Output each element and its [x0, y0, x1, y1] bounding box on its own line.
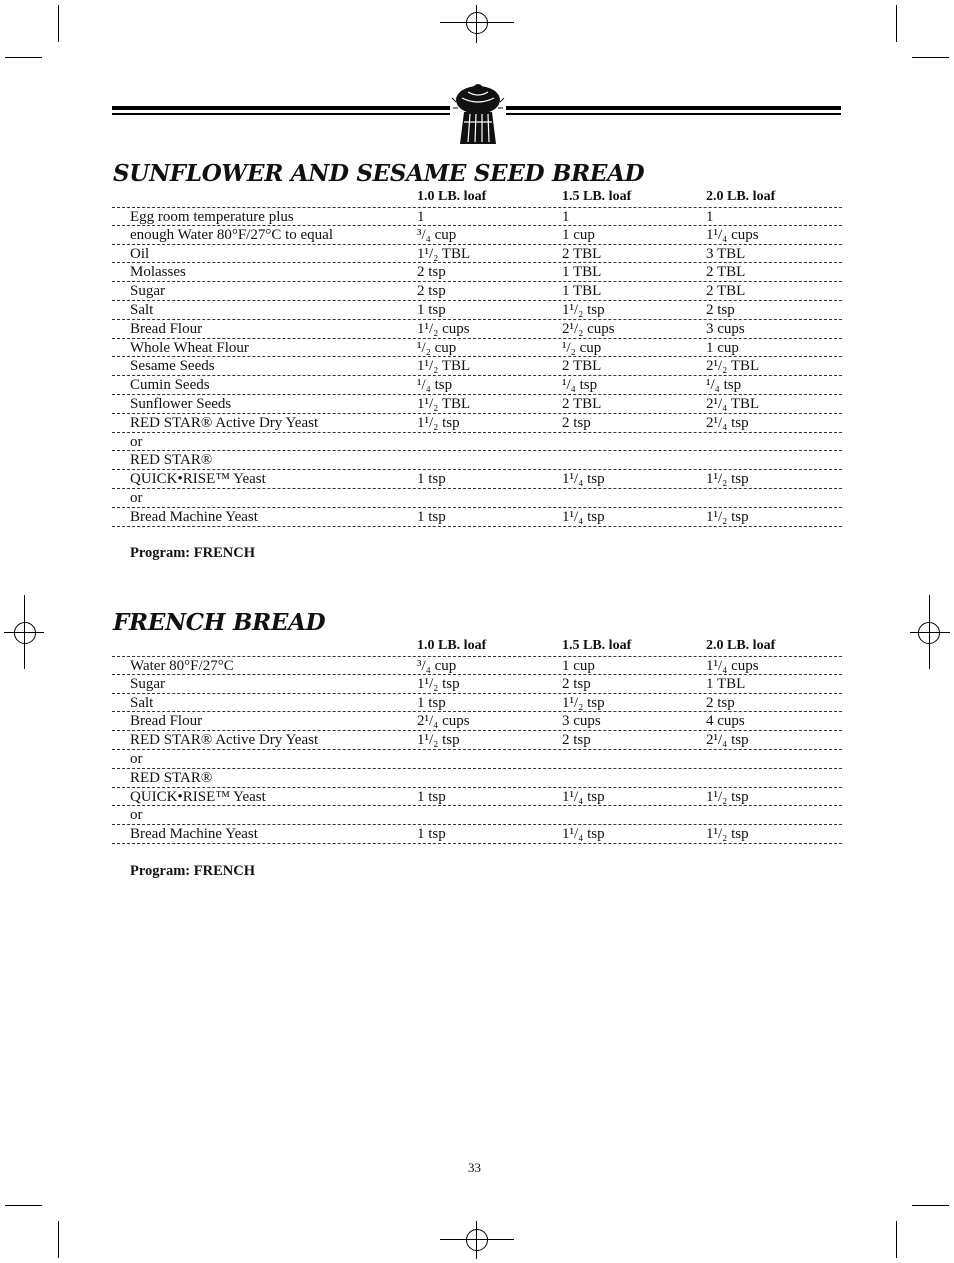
page-number: 33 [468, 1160, 481, 1175]
ingredient-amount: 1¹/₂ tsp [562, 694, 605, 711]
table-row [112, 433, 842, 452]
program-label: Program: FRENCH [130, 863, 255, 879]
table-row [112, 245, 842, 264]
ingredient-amount: 1 [417, 209, 425, 225]
crop-mark [58, 5, 59, 42]
ingredient-name: Sunflower Seeds [130, 396, 232, 412]
crop-mark [5, 57, 42, 58]
ingredient-name: or [130, 751, 143, 767]
ingredient-name: Egg room temperature plus [130, 209, 294, 225]
ingredient-amount: 1 cup [562, 658, 595, 674]
ingredient-amount: 1¹/₂ TBL [417, 396, 471, 412]
ingredient-amount: 1¹/₂ tsp [562, 302, 605, 318]
crop-mark [5, 1205, 42, 1206]
wheat-sheaf-icon [450, 84, 506, 146]
column-header: 1.5 LB. loaf [562, 189, 632, 204]
table-row [112, 451, 842, 470]
ingredient-name: Sugar [130, 283, 165, 300]
ingredient-name: RED STAR® Active Dry Yeast [130, 732, 319, 749]
ingredient-amount: ³/₄ cup [417, 658, 457, 674]
ingredient-amount: 4 cups [706, 713, 745, 730]
ingredient-name: Sugar [130, 675, 165, 692]
ingredient-amount: 1¹/₂ tsp [417, 675, 460, 692]
ingredient-amount: 2¹/₄ cups [417, 713, 470, 730]
column-header: 1.0 LB. loaf [417, 638, 487, 653]
ingredient-amount: 1¹/₄ tsp [562, 508, 605, 525]
table-row [112, 788, 842, 807]
ingredient-amount: 3 TBL [706, 245, 746, 262]
table-row [112, 731, 842, 750]
ingredient-name: RED STAR® Active Dry Yeast [130, 414, 319, 431]
ingredient-amount: ¹/₄ tsp [562, 377, 598, 394]
ingredient-amount: 1¹/₂ tsp [706, 471, 749, 488]
ingredient-name: or [130, 807, 143, 824]
ingredient-amount: 1 [706, 209, 714, 225]
table-row [112, 414, 842, 433]
ingredient-amount: 2¹/₄ tsp [706, 732, 749, 749]
ingredient-amount: 1¹/₄ cups [706, 226, 759, 243]
ingredient-name: Salt [130, 302, 154, 318]
program-label: Program: FRENCH [130, 545, 255, 561]
ingredient-name: QUICK•RISE™ Yeast [130, 788, 266, 805]
ingredient-amount: 1¹/₂ tsp [706, 788, 749, 805]
ingredient-amount: 1¹/₂ cups [417, 320, 470, 337]
table-row [112, 301, 842, 320]
column-header: 1.0 LB. loaf [417, 189, 487, 204]
table-row [112, 712, 842, 731]
crop-mark [896, 5, 897, 42]
ingredient-amount: 2 TBL [562, 358, 602, 375]
ingredient-amount: 2 tsp [706, 694, 735, 711]
ingredient-amount: ¹/₄ tsp [417, 377, 453, 394]
table-row [112, 320, 842, 339]
ingredient-amount: ¹/₂ cup [417, 339, 457, 356]
ingredient-amount: 1 cup [562, 226, 595, 243]
column-header: 1.5 LB. loaf [562, 638, 632, 653]
ingredient-amount: 2 TBL [562, 396, 602, 412]
ingredient-amount: 3 cups [562, 713, 601, 730]
ingredient-amount: 1¹/₂ tsp [417, 414, 460, 431]
ingredient-amount: 3 cups [706, 320, 745, 337]
ingredient-amount: 1¹/₂ TBL [417, 245, 471, 262]
ingredient-name: or [130, 490, 143, 506]
ingredient-name: enough Water 80°F/27°C to equal [130, 226, 333, 243]
ingredient-name: RED STAR® [130, 452, 213, 469]
ingredient-amount: 2 tsp [417, 283, 446, 300]
ingredient-amount: 1 [562, 209, 570, 225]
table-row [112, 470, 842, 489]
ingredient-name: Cumin Seeds [130, 377, 210, 394]
ingredient-amount: 1¹/₂ tsp [417, 732, 460, 749]
ingredient-name: Water 80°F/27°C [130, 658, 234, 674]
ingredient-amount: ³/₄ cup [417, 226, 457, 243]
table-row [112, 656, 842, 675]
ingredient-amount: 2 tsp [562, 414, 591, 431]
ingredient-name: Bread Flour [130, 713, 203, 730]
table-row [112, 750, 842, 769]
ingredient-name: Molasses [130, 264, 186, 281]
table-row [112, 207, 842, 226]
ingredient-amount: 1 cup [706, 339, 739, 356]
crop-mark [58, 1221, 59, 1258]
table-row [112, 675, 842, 694]
column-header: 2.0 LB. loaf [706, 189, 776, 204]
table-row [112, 376, 842, 395]
ingredient-amount: 1¹/₂ tsp [706, 508, 749, 525]
ingredient-name: Oil [130, 245, 150, 262]
ingredient-amount: 2¹/₄ tsp [706, 414, 749, 431]
ingredient-amount: 2 TBL [706, 264, 746, 281]
table-row [112, 806, 842, 825]
ingredient-name: Bread Machine Yeast [130, 508, 258, 525]
ingredient-name: Bread Flour [130, 320, 203, 337]
table-row [112, 694, 842, 713]
table-row [112, 226, 842, 245]
ingredient-amount: 2¹/₄ TBL [706, 396, 760, 412]
recipe-title: SUNFLOWER AND SESAME SEED BREAD [113, 160, 645, 187]
ingredient-amount: ¹/₂ cup [562, 339, 602, 356]
recipe-title: FRENCH BREAD [113, 609, 326, 636]
ingredient-amount: ¹/₄ tsp [706, 377, 742, 394]
ingredient-amount: 1 tsp [417, 508, 446, 525]
ingredient-amount: 1 TBL [562, 264, 602, 281]
ingredient-amount: 1¹/₄ tsp [562, 471, 605, 488]
crop-mark [896, 1221, 897, 1258]
ingredient-amount: 1 tsp [417, 302, 446, 318]
crop-mark [912, 57, 949, 58]
table-row [112, 357, 842, 376]
ingredient-name: Bread Machine Yeast [130, 826, 258, 843]
table-row [112, 395, 842, 414]
ingredient-amount: 2 tsp [562, 675, 591, 692]
ingredient-amount: 2 tsp [706, 302, 735, 318]
ingredient-amount: 2 TBL [706, 283, 746, 300]
ingredient-amount: 1 TBL [706, 675, 746, 692]
table-row [112, 825, 842, 844]
ingredient-amount: 2¹/₂ cups [562, 320, 615, 337]
ingredient-amount: 1 tsp [417, 826, 446, 843]
ingredient-name: Whole Wheat Flour [130, 339, 249, 356]
table-row [112, 339, 842, 358]
ingredient-amount: 1 tsp [417, 471, 446, 488]
ingredient-amount: 2¹/₂ TBL [706, 358, 760, 375]
ingredient-amount: 1¹/₄ tsp [562, 788, 605, 805]
ingredient-name: or [130, 433, 143, 450]
ingredient-amount: 2 tsp [562, 732, 591, 749]
ingredient-amount: 1 TBL [562, 283, 602, 300]
column-header: 2.0 LB. loaf [706, 638, 776, 653]
ingredient-amount: 2 tsp [417, 264, 446, 281]
ingredient-name: QUICK•RISE™ Yeast [130, 471, 266, 488]
ingredient-amount: 1¹/₄ cups [706, 658, 759, 674]
ingredient-name: Sesame Seeds [130, 358, 215, 375]
ingredient-amount: 2 TBL [562, 245, 602, 262]
crop-mark [912, 1205, 949, 1206]
ingredient-amount: 1 tsp [417, 694, 446, 711]
table-row [112, 489, 842, 508]
ingredient-name: Salt [130, 694, 154, 711]
table-row [112, 508, 842, 527]
ingredient-amount: 1 tsp [417, 788, 446, 805]
table-row [112, 282, 842, 301]
table-row [112, 263, 842, 282]
ingredient-amount: 1¹/₄ tsp [562, 826, 605, 843]
ingredient-name: RED STAR® [130, 769, 213, 786]
ingredient-amount: 1¹/₂ TBL [417, 358, 471, 375]
table-row [112, 769, 842, 788]
ingredient-amount: 1¹/₂ tsp [706, 826, 749, 843]
